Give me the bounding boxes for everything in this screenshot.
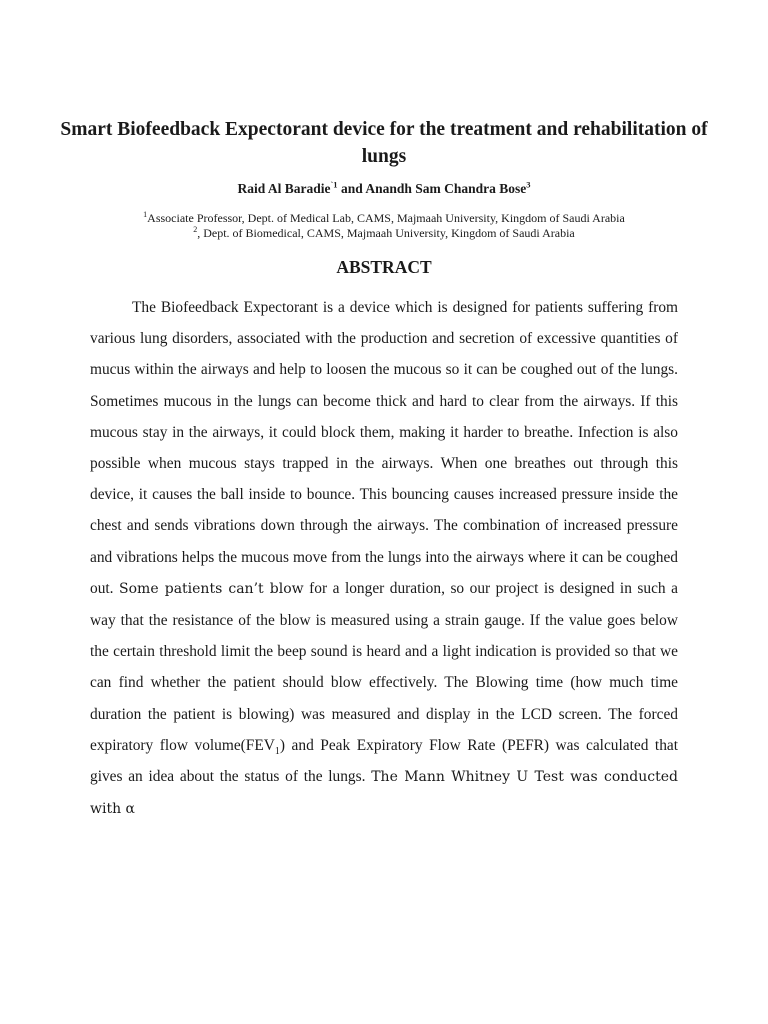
affiliation-1: [60, 211, 708, 226]
affiliation-text: Associate Professor, Dept. of Medical Lab, CAMS, Majmaah University, Kingdom of Saudi Arabia: [147, 211, 625, 225]
abstract-heading: ABSTRACT: [336, 257, 432, 277]
author-name: Anandh Sam Chandra Bose: [365, 181, 527, 196]
affiliation-text: , Dept. of Biomedical, CAMS, Majmaah University, Kingdom of Saudi Arabia: [197, 226, 575, 240]
author-superscript: `1: [330, 179, 338, 190]
abstract-subscript: 1: [274, 745, 280, 757]
abstract-emphasis: Some patients can’t blow: [119, 580, 304, 597]
affiliation-superscript: 2: [193, 225, 198, 234]
paper-title: Smart Biofeedback Expectorant device for the treatment and rehabilitation of lungs: [60, 119, 708, 167]
author-name: Raid Al Baradie: [237, 181, 331, 196]
author-superscript: 3: [526, 179, 531, 190]
abstract-paragraph: [90, 292, 678, 825]
affiliation-superscript: 1: [143, 210, 148, 219]
author-line: [60, 180, 708, 198]
abstract-text: ) and Peak Expiratory Flow Rate (PEFR) was calculated that gives an idea about the status of the lungs.: [90, 736, 678, 786]
abstract-text: The Biofeedback Expectorant is a device which is designed for patients suffering from various lung disorders, associated with the production and secretion of excessive quantities of mucus within the airways and help to loosen the mucous so it can be coughed out of the lungs. Sometimes mucous in the lungs can become thick and hard to clear from the airways. If this mucous stay in the airways, it could block them, making it harder to breathe. Infection is also possible when mucous stays trapped in the airways. When one breathes out through this device, it causes the ball inside to bounce. This bouncing causes increased pressure inside the chest and sends vibrations down through the airways. The combination of increased pressure and vibrations helps the mucous move from the lungs into the airways where it can be coughed out.: [90, 299, 678, 597]
author-connector: and: [337, 181, 366, 196]
abstract-emphasis: The Mann Whitney U Test was conducted with α: [90, 769, 679, 818]
affiliation-2: [60, 226, 708, 241]
abstract-text: for a longer duration, so our project is designed in such a way that the resistance of the blow is measured using a strain gauge. If the value goes below the certain threshold limit the beep sound is heard and a light indication is provided so that we can find whether the patient should blow effectively. The Blowing time (how much time duration the patient is blowing) was measured and display in the LCD screen. The forced expiratory flow volume(FEV: [90, 579, 678, 754]
